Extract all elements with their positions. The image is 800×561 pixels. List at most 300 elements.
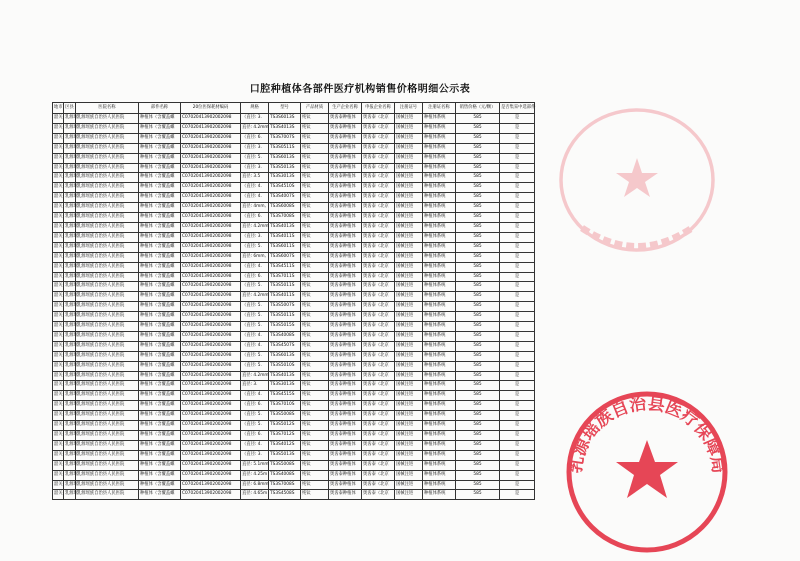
applicant-cell: 奥齿泰（北京 [362,302,395,312]
reg-name-cell: 种植体系统 [423,123,456,133]
selected-cell: 是 [500,133,535,143]
material-cell: 纯钛 [301,183,329,193]
city-cell: 韶关 [53,302,64,312]
part-name-cell: 种植体（含覆盖螺 [139,242,181,252]
price-cell: 585 [456,173,500,183]
district-cell: 乳源瑶 [64,282,76,292]
hospital-cell: 乳源瑶族自治县人民医院 [76,391,139,401]
code-cell: C07020413902002098 [181,242,241,252]
code-cell: C07020413902002098 [181,460,241,470]
part-name-cell: 种植体（含覆盖螺 [139,391,181,401]
applicant-cell: 奥齿泰（北京 [362,391,395,401]
district-cell: 乳源瑶 [64,421,76,431]
selected-cell: 是 [500,232,535,242]
district-cell: 乳源瑶 [64,411,76,421]
code-cell: C07020413902002098 [181,163,241,173]
city-cell: 韶关 [53,371,64,381]
material-cell: 纯钛 [301,242,329,252]
table-row [53,173,535,183]
price-cell: 585 [456,242,500,252]
selected-cell: 是 [500,213,535,223]
selected-cell: 是 [500,183,535,193]
district-cell: 乳源瑶 [64,450,76,460]
applicant-cell: 奥齿泰（北京 [362,322,395,332]
model-cell: TS3S6013S [269,153,301,163]
city-cell: 韶关 [53,183,64,193]
manufacturer-cell: 奥齿泰种植体 [329,203,362,213]
spec-cell: （直径: 6. [241,401,269,411]
model-cell: TS3S6011S [269,242,301,252]
district-cell: 乳源瑶 [64,351,76,361]
applicant-cell: 奥齿泰（北京 [362,282,395,292]
manufacturer-cell: 奥齿泰种植体 [329,480,362,490]
code-cell: C07020413902002098 [181,440,241,450]
price-cell: 585 [456,401,500,411]
spec-cell: （直径: 4. [241,262,269,272]
applicant-cell: 奥齿泰（北京 [362,341,395,351]
code-cell: C07020413902002098 [181,322,241,332]
spec-cell: （直径: 4. [241,193,269,203]
model-cell: TS3S4013S [269,222,301,232]
district-cell: 乳源瑶 [64,322,76,332]
price-cell: 585 [456,480,500,490]
district-cell: 乳源瑶 [64,114,76,124]
reg-no-cell: 国械注进 [395,391,423,401]
applicant-cell: 奥齿泰（北京 [362,133,395,143]
reg-no-cell: 国械注进 [395,143,423,153]
table-row [53,431,535,441]
manufacturer-cell: 奥齿泰种植体 [329,440,362,450]
model-cell: TS3S4013S [269,123,301,133]
reg-no-cell: 国械注进 [395,262,423,272]
selected-cell: 是 [500,272,535,282]
manufacturer-cell: 奥齿泰种植体 [329,262,362,272]
model-cell: TS3S5008S [269,460,301,470]
city-cell: 韶关 [53,490,64,500]
spec-cell: （直径: 3. [241,114,269,124]
table-row [53,272,535,282]
selected-cell: 是 [500,450,535,460]
spec-cell: （直径: 6. [241,133,269,143]
part-name-cell: 种植体（含覆盖螺 [139,292,181,302]
reg-name-cell: 种植体系统 [423,450,456,460]
reg-name-cell: 种植体系统 [423,322,456,332]
city-cell: 韶关 [53,440,64,450]
reg-no-cell: 国械注进 [395,460,423,470]
manufacturer-cell: 奥齿泰种植体 [329,421,362,431]
city-cell: 韶关 [53,123,64,133]
district-cell: 乳源瑶 [64,361,76,371]
reg-no-cell: 国械注进 [395,470,423,480]
code-cell: C07020413902002098 [181,302,241,312]
price-cell: 585 [456,262,500,272]
material-cell: 纯钛 [301,232,329,242]
selected-cell: 是 [500,312,535,322]
table-row [53,312,535,322]
part-name-cell: 种植体（含覆盖螺 [139,401,181,411]
price-cell: 585 [456,222,500,232]
table-row [53,480,535,490]
reg-name-cell: 种植体系统 [423,133,456,143]
price-cell: 585 [456,252,500,262]
price-cell: 585 [456,460,500,470]
part-name-cell: 种植体（含覆盖螺 [139,114,181,124]
district-cell: 乳源瑶 [64,401,76,411]
price-cell: 585 [456,292,500,302]
model-cell: TS3S3013S [269,381,301,391]
code-cell: C07020413902002098 [181,450,241,460]
district-cell: 乳源瑶 [64,431,76,441]
part-name-cell: 种植体（含覆盖螺 [139,351,181,361]
hospital-cell: 乳源瑶族自治县人民医院 [76,480,139,490]
applicant-cell: 奥齿泰（北京 [362,460,395,470]
hospital-cell: 乳源瑶族自治县人民医院 [76,411,139,421]
price-cell: 585 [456,153,500,163]
reg-name-cell: 种植体系统 [423,242,456,252]
spec-cell: （直径: 6. [241,213,269,223]
price-cell: 585 [456,312,500,322]
price-cell: 585 [456,341,500,351]
material-cell: 纯钛 [301,470,329,480]
reg-no-cell: 国械注进 [395,381,423,391]
price-cell: 585 [456,232,500,242]
table-row [53,252,535,262]
applicant-cell: 奥齿泰（北京 [362,114,395,124]
material-cell: 纯钛 [301,391,329,401]
applicant-cell: 奥齿泰（北京 [362,450,395,460]
selected-cell: 是 [500,123,535,133]
table-row [53,470,535,480]
district-cell: 乳源瑶 [64,312,76,322]
model-cell: TS3S6007S [269,252,301,262]
code-cell: C07020413902002098 [181,282,241,292]
city-cell: 韶关 [53,203,64,213]
applicant-cell: 奥齿泰（北京 [362,401,395,411]
city-cell: 韶关 [53,262,64,272]
reg-name-cell: 种植体系统 [423,431,456,441]
column-header: 地市 [53,103,64,114]
code-cell: C07020413902002098 [181,381,241,391]
hospital-cell: 乳源瑶族自治县人民医院 [76,351,139,361]
material-cell: 纯钛 [301,114,329,124]
hospital-cell: 乳源瑶族自治县人民医院 [76,431,139,441]
price-cell: 585 [456,203,500,213]
district-cell: 乳源瑶 [64,153,76,163]
code-cell: C07020413902002098 [181,361,241,371]
hospital-cell: 乳源瑶族自治县人民医院 [76,371,139,381]
manufacturer-cell: 奥齿泰种植体 [329,302,362,312]
spec-cell: （直径: 3. [241,232,269,242]
hospital-cell: 乳源瑶族自治县人民医院 [76,381,139,391]
selected-cell: 是 [500,153,535,163]
spec-cell: （直径: 5. [241,411,269,421]
hospital-cell: 乳源瑶族自治县人民医院 [76,331,139,341]
material-cell: 纯钛 [301,292,329,302]
city-cell: 韶关 [53,401,64,411]
selected-cell: 是 [500,262,535,272]
city-cell: 韶关 [53,480,64,490]
reg-no-cell: 国械注进 [395,371,423,381]
manufacturer-cell: 奥齿泰种植体 [329,133,362,143]
reg-no-cell: 国械注进 [395,490,423,500]
reg-name-cell: 种植体系统 [423,114,456,124]
model-cell: TS3S5007S [269,302,301,312]
selected-cell: 是 [500,292,535,302]
part-name-cell: 种植体（含覆盖螺 [139,232,181,242]
table-row [53,213,535,223]
city-cell: 韶关 [53,312,64,322]
spec-cell: （直径: 5. [241,312,269,322]
reg-name-cell: 种植体系统 [423,153,456,163]
city-cell: 韶关 [53,331,64,341]
model-cell: TS3S5010S [269,361,301,371]
spec-cell: 直径: 4.2mm [241,123,269,133]
hospital-cell: 乳源瑶族自治县人民医院 [76,242,139,252]
hospital-cell: 乳源瑶族自治县人民医院 [76,302,139,312]
district-cell: 乳源瑶 [64,480,76,490]
applicant-cell: 奥齿泰（北京 [362,143,395,153]
spec-cell: 直径: 6mm, [241,252,269,262]
code-cell: C07020413902002098 [181,351,241,361]
reg-name-cell: 种植体系统 [423,480,456,490]
reg-no-cell: 国械注进 [395,133,423,143]
material-cell: 纯钛 [301,411,329,421]
reg-name-cell: 种植体系统 [423,173,456,183]
model-cell: TS3S7007S [269,133,301,143]
material-cell: 纯钛 [301,460,329,470]
part-name-cell: 种植体（含覆盖螺 [139,173,181,183]
table-row [53,351,535,361]
table-row [53,381,535,391]
faint-seal-stamp [552,100,722,260]
reg-name-cell: 种植体系统 [423,411,456,421]
part-name-cell: 种植体（含覆盖螺 [139,381,181,391]
applicant-cell: 奥齿泰（北京 [362,490,395,500]
applicant-cell: 奥齿泰（北京 [362,292,395,302]
table-row [53,193,535,203]
code-cell: C07020413902002098 [181,421,241,431]
selected-cell: 是 [500,282,535,292]
manufacturer-cell: 奥齿泰种植体 [329,312,362,322]
manufacturer-cell: 奥齿泰种植体 [329,183,362,193]
manufacturer-cell: 奥齿泰种植体 [329,123,362,133]
material-cell: 纯钛 [301,450,329,460]
price-cell: 585 [456,272,500,282]
column-header: 型号 [269,103,301,114]
applicant-cell: 奥齿泰（北京 [362,242,395,252]
hospital-cell: 乳源瑶族自治县人民医院 [76,272,139,282]
model-cell: TS3S4008S [269,470,301,480]
reg-name-cell: 种植体系统 [423,331,456,341]
part-name-cell: 种植体（含覆盖螺 [139,490,181,500]
reg-no-cell: 国械注进 [395,292,423,302]
manufacturer-cell: 奥齿泰种植体 [329,272,362,282]
price-cell: 585 [456,331,500,341]
applicant-cell: 奥齿泰（北京 [362,351,395,361]
district-cell: 乳源瑶 [64,183,76,193]
reg-no-cell: 国械注进 [395,312,423,322]
district-cell: 乳源瑶 [64,440,76,450]
part-name-cell: 种植体（含覆盖螺 [139,411,181,421]
selected-cell: 是 [500,114,535,124]
model-cell: TS3S7012S [269,431,301,441]
district-cell: 乳源瑶 [64,193,76,203]
table-row [53,262,535,272]
applicant-cell: 奥齿泰（北京 [362,440,395,450]
table-row [53,440,535,450]
model-cell: TS3S4013S [269,371,301,381]
applicant-cell: 奥齿泰（北京 [362,361,395,371]
applicant-cell: 奥齿泰（北京 [362,203,395,213]
hospital-cell: 乳源瑶族自治县人民医院 [76,232,139,242]
reg-name-cell: 种植体系统 [423,213,456,223]
district-cell: 乳源瑶 [64,173,76,183]
spec-cell: 直径: 3. [241,381,269,391]
manufacturer-cell: 奥齿泰种植体 [329,163,362,173]
reg-name-cell: 种植体系统 [423,252,456,262]
reg-no-cell: 国械注进 [395,401,423,411]
part-name-cell: 种植体（含覆盖螺 [139,183,181,193]
reg-no-cell: 国械注进 [395,163,423,173]
applicant-cell: 奥齿泰（北京 [362,193,395,203]
code-cell: C07020413902002098 [181,222,241,232]
price-cell: 585 [456,193,500,203]
manufacturer-cell: 奥齿泰种植体 [329,450,362,460]
selected-cell: 是 [500,421,535,431]
official-seal-stamp [562,380,732,558]
table-row [53,292,535,302]
model-cell: TS3S4515S [269,391,301,401]
manufacturer-cell: 奥齿泰种植体 [329,401,362,411]
part-name-cell: 种植体（含覆盖螺 [139,450,181,460]
price-cell: 585 [456,351,500,361]
reg-name-cell: 种植体系统 [423,440,456,450]
part-name-cell: 种植体（含覆盖螺 [139,163,181,173]
city-cell: 韶关 [53,351,64,361]
hospital-cell: 乳源瑶族自治县人民医院 [76,123,139,133]
city-cell: 韶关 [53,163,64,173]
reg-name-cell: 种植体系统 [423,262,456,272]
code-cell: C07020413902002098 [181,193,241,203]
reg-no-cell: 国械注进 [395,114,423,124]
manufacturer-cell: 奥齿泰种植体 [329,351,362,361]
spec-cell: （直径: 6. [241,431,269,441]
selected-cell: 是 [500,222,535,232]
reg-no-cell: 国械注进 [395,361,423,371]
manufacturer-cell: 奥齿泰种植体 [329,361,362,371]
city-cell: 韶关 [53,450,64,460]
selected-cell: 是 [500,480,535,490]
applicant-cell: 奥齿泰（北京 [362,123,395,133]
part-name-cell: 种植体（含覆盖螺 [139,322,181,332]
hospital-cell: 乳源瑶族自治县人民医院 [76,183,139,193]
applicant-cell: 奥齿泰（北京 [362,173,395,183]
hospital-cell: 乳源瑶族自治县人民医院 [76,163,139,173]
city-cell: 韶关 [53,133,64,143]
reg-no-cell: 国械注进 [395,222,423,232]
spec-cell: 直径: 4.25m [241,470,269,480]
manufacturer-cell: 奥齿泰种植体 [329,213,362,223]
city-cell: 韶关 [53,232,64,242]
model-cell: TS3S4011S [269,292,301,302]
city-cell: 韶关 [53,213,64,223]
model-cell: TS3S5011S [269,282,301,292]
part-name-cell: 种植体（含覆盖螺 [139,331,181,341]
model-cell: TS3S4507S [269,341,301,351]
table-row [53,242,535,252]
table-row [53,490,535,500]
price-cell: 585 [456,381,500,391]
selected-cell: 是 [500,431,535,441]
city-cell: 韶关 [53,252,64,262]
spec-cell: 直径: 5.1mm [241,460,269,470]
code-cell: C07020413902002098 [181,252,241,262]
column-header: 申报企业名称 [362,103,395,114]
code-cell: C07020413902002098 [181,123,241,133]
table-row [53,302,535,312]
selected-cell: 是 [500,302,535,312]
reg-no-cell: 国械注进 [395,203,423,213]
selected-cell: 是 [500,391,535,401]
manufacturer-cell: 奥齿泰种植体 [329,173,362,183]
material-cell: 纯钛 [301,371,329,381]
applicant-cell: 奥齿泰（北京 [362,480,395,490]
city-cell: 韶关 [53,411,64,421]
district-cell: 乳源瑶 [64,123,76,133]
district-cell: 乳源瑶 [64,341,76,351]
applicant-cell: 奥齿泰（北京 [362,153,395,163]
selected-cell: 是 [500,341,535,351]
column-header: 是否集采中选部件 [500,103,535,114]
part-name-cell: 种植体（含覆盖螺 [139,440,181,450]
part-name-cell: 种植体（含覆盖螺 [139,312,181,322]
hospital-cell: 乳源瑶族自治县人民医院 [76,401,139,411]
applicant-cell: 奥齿泰（北京 [362,371,395,381]
material-cell: 纯钛 [301,312,329,322]
table-row [53,460,535,470]
applicant-cell: 奥齿泰（北京 [362,163,395,173]
manufacturer-cell: 奥齿泰种植体 [329,431,362,441]
code-cell: C07020413902002098 [181,272,241,282]
reg-no-cell: 国械注进 [395,411,423,421]
selected-cell: 是 [500,242,535,252]
hospital-cell: 乳源瑶族自治县人民医院 [76,322,139,332]
column-header: 部件名称 [139,103,181,114]
spec-cell: （直径: 5. [241,282,269,292]
manufacturer-cell: 奥齿泰种植体 [329,232,362,242]
table-row [53,341,535,351]
hospital-cell: 乳源瑶族自治县人民医院 [76,252,139,262]
material-cell: 纯钛 [301,361,329,371]
city-cell: 韶关 [53,272,64,282]
price-cell: 585 [456,470,500,480]
spec-cell: （直径: 3. [241,163,269,173]
price-cell: 585 [456,450,500,460]
applicant-cell: 奥齿泰（北京 [362,183,395,193]
model-cell: TS3S7008S [269,480,301,490]
material-cell: 纯钛 [301,193,329,203]
selected-cell: 是 [500,143,535,153]
manufacturer-cell: 奥齿泰种植体 [329,381,362,391]
city-cell: 韶关 [53,143,64,153]
material-cell: 纯钛 [301,173,329,183]
district-cell: 乳源瑶 [64,371,76,381]
model-cell: TS3S0511S [269,143,301,153]
seal-star-icon [616,440,678,498]
table-row [53,163,535,173]
part-name-cell: 种植体（含覆盖螺 [139,272,181,282]
code-cell: C07020413902002098 [181,411,241,421]
